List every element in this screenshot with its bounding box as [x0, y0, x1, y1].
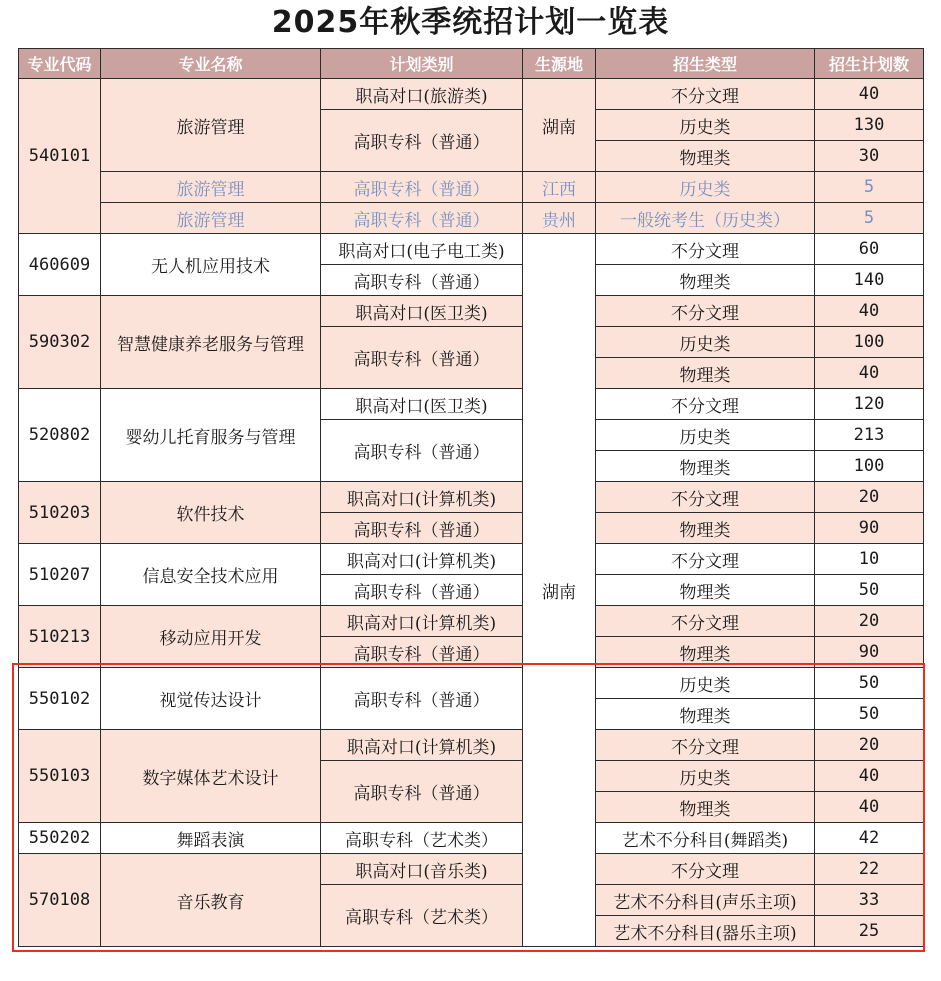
admission-type: 物理类 [596, 141, 815, 172]
major-name: 旅游管理 [101, 79, 321, 172]
plan-count: 50 [815, 575, 924, 606]
plan-count: 100 [815, 327, 924, 358]
table-row [19, 482, 924, 513]
major-code: 570108 [19, 854, 101, 947]
admission-type: 物理类 [596, 451, 815, 482]
admission-type: 历史类 [596, 110, 815, 141]
table-row [19, 606, 924, 637]
admission-type: 不分文理 [596, 389, 815, 420]
origin: 江西 [523, 172, 596, 203]
table-row [19, 730, 924, 761]
admission-type: 一般统考生（历史类） [596, 203, 815, 234]
major-code: 550202 [19, 823, 101, 854]
major-name: 无人机应用技术 [101, 234, 321, 296]
enrollment-plan-table [18, 48, 924, 947]
plan-count: 22 [815, 854, 924, 885]
plan-count: 40 [815, 296, 924, 327]
admission-type: 不分文理 [596, 296, 815, 327]
plan-category: 职高对口(电子电工类) [321, 234, 523, 265]
plan-category: 职高对口(旅游类) [321, 79, 523, 110]
admission-type: 不分文理 [596, 79, 815, 110]
plan-count: 33 [815, 885, 924, 916]
plan-category: 高职专科（普通） [321, 668, 523, 730]
major-code: 590302 [19, 296, 101, 389]
admission-type: 物理类 [596, 513, 815, 544]
plan-count: 50 [815, 699, 924, 730]
plan-category: 高职专科（普通） [321, 327, 523, 389]
header-major-name: 专业名称 [101, 49, 321, 79]
major-name: 婴幼儿托育服务与管理 [101, 389, 321, 482]
major-name: 信息安全技术应用 [101, 544, 321, 606]
plan-category: 高职专科（普通） [321, 575, 523, 606]
admission-type: 不分文理 [596, 482, 815, 513]
major-name: 智慧健康养老服务与管理 [101, 296, 321, 389]
plan-count: 40 [815, 79, 924, 110]
plan-count: 90 [815, 513, 924, 544]
table-row [19, 389, 924, 420]
admission-type: 艺术不分科目(声乐主项) [596, 885, 815, 916]
table-row [19, 79, 924, 110]
header-plan-category: 计划类别 [321, 49, 523, 79]
major-code: 510207 [19, 544, 101, 606]
admission-type: 不分文理 [596, 606, 815, 637]
major-name: 视觉传达设计 [101, 668, 321, 730]
major-code: 520802 [19, 389, 101, 482]
table-row [19, 172, 924, 203]
plan-count: 30 [815, 141, 924, 172]
origin: 湖南 [523, 79, 596, 172]
header-admission-type: 招生类型 [596, 49, 815, 79]
plan-category: 职高对口(计算机类) [321, 482, 523, 513]
admission-type: 物理类 [596, 792, 815, 823]
plan-count: 25 [815, 916, 924, 947]
plan-category: 职高对口(医卫类) [321, 389, 523, 420]
plan-count: 100 [815, 451, 924, 482]
plan-category: 高职专科（普通） [321, 637, 523, 668]
admission-type: 物理类 [596, 699, 815, 730]
admission-type: 历史类 [596, 172, 815, 203]
admission-type: 物理类 [596, 637, 815, 668]
header-major-code: 专业代码 [19, 49, 101, 79]
table-row [19, 854, 924, 885]
major-name: 舞蹈表演 [101, 823, 321, 854]
plan-count: 20 [815, 730, 924, 761]
plan-category: 职高对口(计算机类) [321, 606, 523, 637]
major-code: 550103 [19, 730, 101, 823]
admission-type: 物理类 [596, 575, 815, 606]
plan-count: 120 [815, 389, 924, 420]
plan-count: 130 [815, 110, 924, 141]
table-row [19, 296, 924, 327]
origin: 贵州 [523, 203, 596, 234]
major-name: 旅游管理 [101, 203, 321, 234]
plan-count: 213 [815, 420, 924, 451]
page-title: 2025年秋季统招计划一览表 [271, 5, 670, 40]
plan-category: 高职专科（普通） [321, 203, 523, 234]
plan-count: 10 [815, 544, 924, 575]
plan-category: 高职专科（艺术类） [321, 885, 523, 947]
major-code: 510203 [19, 482, 101, 544]
plan-category: 职高对口(计算机类) [321, 730, 523, 761]
plan-count: 40 [815, 761, 924, 792]
table-row [19, 203, 924, 234]
plan-category: 高职专科（普通） [321, 420, 523, 482]
major-name: 软件技术 [101, 482, 321, 544]
plan-count: 40 [815, 792, 924, 823]
table-row [19, 544, 924, 575]
header-row [19, 49, 924, 79]
major-code: 550102 [19, 668, 101, 730]
admission-type: 艺术不分科目(器乐主项) [596, 916, 815, 947]
plan-count: 60 [815, 234, 924, 265]
major-code: 510213 [19, 606, 101, 668]
plan-category: 高职专科（普通） [321, 110, 523, 172]
plan-count: 40 [815, 358, 924, 389]
plan-count: 20 [815, 606, 924, 637]
header-origin: 生源地 [523, 49, 596, 79]
table-row [19, 823, 924, 854]
plan-count: 90 [815, 637, 924, 668]
admission-type: 物理类 [596, 358, 815, 389]
major-code: 460609 [19, 234, 101, 296]
plan-category: 高职专科（艺术类） [321, 823, 523, 854]
admission-type: 不分文理 [596, 544, 815, 575]
header-plan-count: 招生计划数 [815, 49, 924, 79]
plan-count: 50 [815, 668, 924, 699]
admission-type: 不分文理 [596, 730, 815, 761]
table-row [19, 234, 924, 265]
plan-count: 5 [815, 172, 924, 203]
plan-category: 高职专科（普通） [321, 172, 523, 203]
admission-type: 不分文理 [596, 854, 815, 885]
major-name: 移动应用开发 [101, 606, 321, 668]
plan-count: 42 [815, 823, 924, 854]
admission-type: 历史类 [596, 327, 815, 358]
admission-type: 历史类 [596, 668, 815, 699]
major-name: 数字媒体艺术设计 [101, 730, 321, 823]
plan-count: 140 [815, 265, 924, 296]
plan-category: 高职专科（普通） [321, 265, 523, 296]
plan-count: 20 [815, 482, 924, 513]
plan-category: 高职专科（普通） [321, 513, 523, 544]
major-name: 旅游管理 [101, 172, 321, 203]
admission-type: 历史类 [596, 420, 815, 451]
admission-type: 不分文理 [596, 234, 815, 265]
plan-category: 职高对口(医卫类) [321, 296, 523, 327]
plan-category: 职高对口(计算机类) [321, 544, 523, 575]
admission-type: 历史类 [596, 761, 815, 792]
plan-category: 职高对口(音乐类) [321, 854, 523, 885]
major-name: 音乐教育 [101, 854, 321, 947]
plan-count: 5 [815, 203, 924, 234]
origin: 湖南 [523, 234, 596, 947]
admission-type: 物理类 [596, 265, 815, 296]
table-row [19, 668, 924, 699]
major-code: 540101 [19, 79, 101, 234]
plan-category: 高职专科（普通） [321, 761, 523, 823]
admission-type: 艺术不分科目(舞蹈类) [596, 823, 815, 854]
